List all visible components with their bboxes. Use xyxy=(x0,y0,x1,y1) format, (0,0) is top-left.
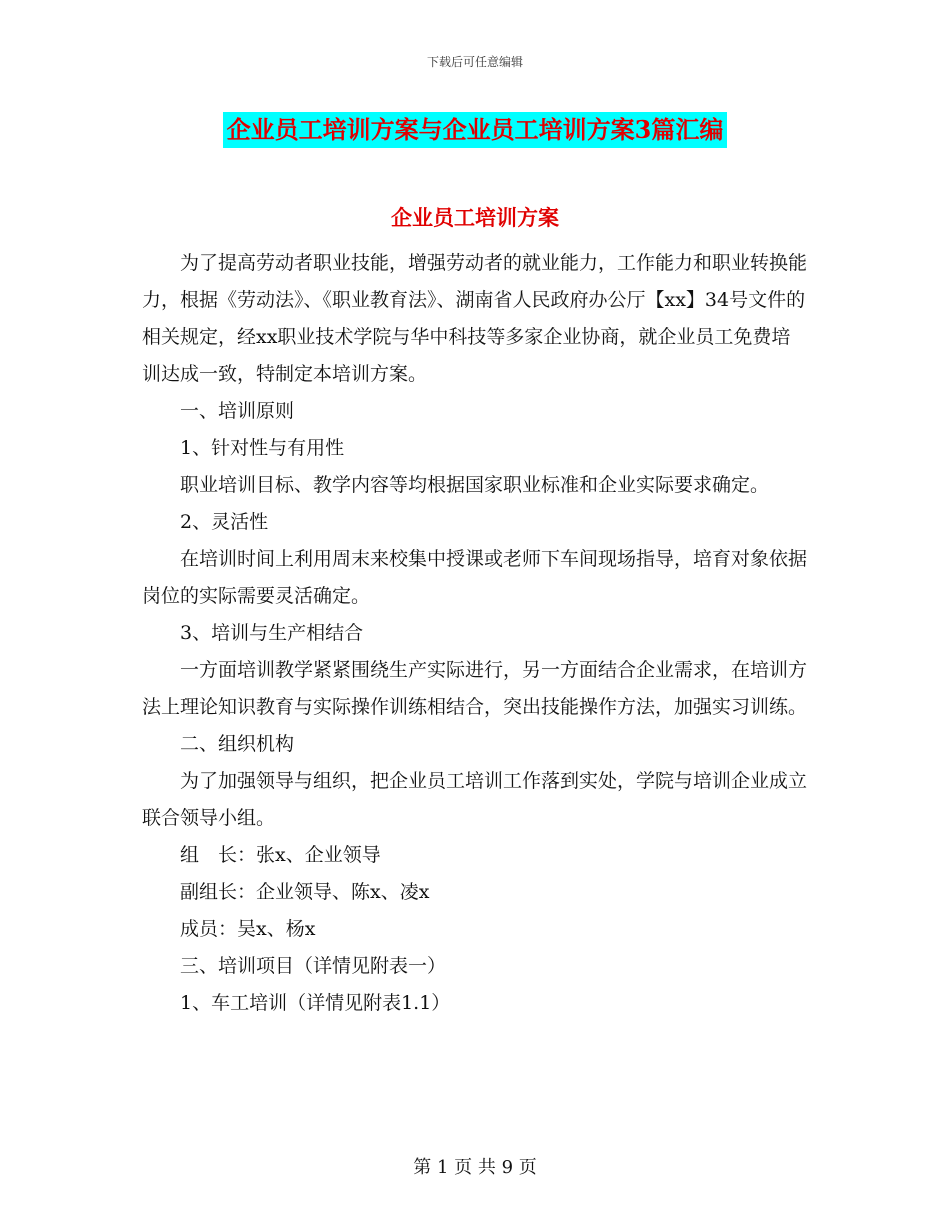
section-title: 企业员工培训方案 xyxy=(391,205,559,230)
paragraph-relevance: 职业培训目标、教学内容等均根据国家职业标准和企业实际要求确定。 xyxy=(180,474,770,496)
deputy-leader-line: 副组长：企业领导、陈x、凌x xyxy=(180,881,430,903)
page-number: 第 1 页 共 9 页 xyxy=(413,1157,537,1178)
leader-line: 组 长：张x、企业领导 xyxy=(180,844,381,866)
header-note: 下载后可任意编辑 xyxy=(426,55,523,69)
heading-relevance: 1、针对性与有用性 xyxy=(180,437,345,459)
paragraph-flexibility: 在培训时间上利用周末来校集中授课或老师下车间现场指导，培育对象依据岗位的实际需要灵活确定。 xyxy=(142,548,808,607)
paragraph-intro: 为了提高劳动者职业技能，增强劳动者的就业能力，工作能力和职业转换能力，根据《劳动法》、《职业教育法》、湖南省人民政府办公厅【xx】34号文件的相关规定，经xx职业技术学院与华中科技等多家企业协商，就企业员工免费培训达成一致，特制定本培训方案。 xyxy=(142,252,808,385)
document-title xyxy=(0,112,950,148)
heading-organization: 二、组织机构 xyxy=(180,733,295,755)
paragraph-organization: 为了加强领导与组织，把企业员工培训工作落到实处，学院与培训企业成立联合领导小组。 xyxy=(142,770,808,829)
document-body xyxy=(142,245,808,1022)
heading-lathe-training: 1、车工培训（详情见附表1.1） xyxy=(180,992,451,1014)
heading-training-principles: 一、培训原则 xyxy=(180,400,295,422)
document-title-text: 企业员工培训方案与企业员工培训方案3篇汇编 xyxy=(223,112,728,148)
heading-training-projects: 三、培训项目（详情见附表一） xyxy=(180,955,447,977)
members-line: 成员：吴x、杨x xyxy=(180,918,316,940)
paragraph-production: 一方面培训教学紧紧围绕生产实际进行，另一方面结合企业需求，在培训方法上理论知识教育与实际操作训练相结合，突出技能操作方法，加强实习训练。 xyxy=(142,659,808,718)
heading-flexibility: 2、灵活性 xyxy=(180,511,269,533)
heading-production: 3、培训与生产相结合 xyxy=(180,622,364,644)
